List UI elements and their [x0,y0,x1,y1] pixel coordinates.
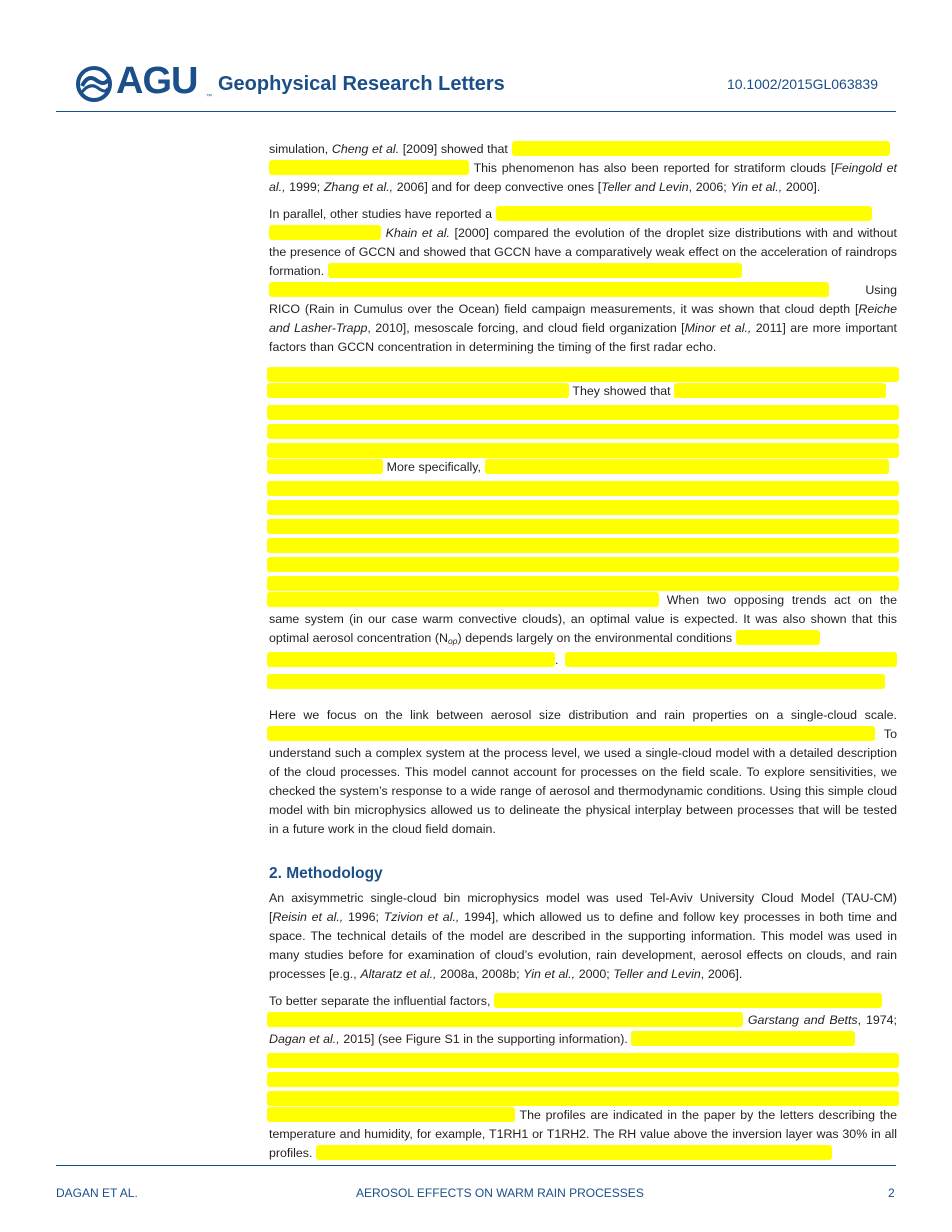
highlight [674,383,886,398]
trademark-mark: ™ [206,94,212,100]
highlight [316,1145,832,1160]
highlight [565,652,897,667]
paragraph-2: In parallel, other studies have reported a Khain et al. [2000] compared the evolution of the droplet size distributions with and without the presence of GCCN and showed that GCCN have a comparatively weak effect on the acceleration of raindrops formation. Using RICO (Rain in Cumulus over the Ocean) field campaign measurements, it was shown that cloud depth [Reiche and Lasher-Trapp, 2010], mesoscale forcing, and cloud field organization [Minor et al., 2011] are more important factors than GCCN concentration in determining the timing of the first radar echo. [269,207,897,354]
highlight [267,726,875,741]
highlight [267,424,899,439]
highlight [267,481,899,496]
section-heading: 2. Methodology [269,865,383,882]
logo-text: AGU [116,60,198,102]
agu-logo [76,60,212,104]
highlight [269,282,829,297]
highlight [267,519,899,534]
highlight [267,1012,743,1027]
highlight [736,630,820,645]
highlight [267,405,899,420]
agu-globe-icon [76,66,114,102]
paragraph-6: To better separate the influential factors, Garstang and Betts, 1974; Dagan et al., 2015] (see Figure S1 in the supporting information). The profiles are indicated in the paper by the letters describing the temperature and humidity, for example, T1RH1 or T1RH2. The RH value above the inversion layer was 30% in all profiles. [269,994,898,1160]
highlight [496,206,872,221]
highlight [512,141,890,156]
article-body [269,140,897,1171]
highlight [267,383,569,398]
highlight [485,459,889,474]
paragraph-1: simulation, Cheng et al. [2009] showed that This phenomenon has also been reported for stratiform clouds [Feingold et al., 1999; Zhang et al., 2006] and for deep convective ones [Teller and Levin, 2006; Yin et al., 2000]. [269,142,897,194]
highlight [269,160,469,175]
paragraph-4: Here we focus on the link between aerosol size distribution and rain properties on a single-cloud scale. To understand such a complex system at the process level, we used a single-cloud model with a detailed description of the cloud processes. This model cannot account for processes on the field scale. To explore sensitivities, we checked the system’s response to a wide range of aerosol and thermodynamic conditions. Using this simple cloud model with bin microphysics allowed us to delineate the physical interplay between processes that will be tested in a future work in the cloud field domain. [269,708,897,836]
highlight [269,225,381,240]
highlight [267,459,383,474]
highlight [267,652,555,667]
highlight [267,1107,515,1122]
footer-rule [56,1165,896,1166]
highlight [631,1031,855,1046]
highlight [267,500,899,515]
highlight [267,557,899,572]
highlight [267,538,899,553]
highlight [267,592,659,607]
paragraph-5: An axisymmetric single-cloud bin microphysics model was used Tel-Aviv University Cloud Model (TAU-CM) [Reisin et al., 1996; Tzivion et al., 1994], which allowed us to define and follow key processes in both time and space. The technical details of the model are described in the supporting information. This model was used in many studies before for examination of cloud’s evolution, rain development, aerosol effects on clouds, and rain processes [e.g., Altaratz et al., 2008a, 2008b; Yin et al., 2000; Teller and Levin, 2006]. [269,891,897,981]
highlight [267,443,899,458]
highlight [267,1091,899,1106]
footer-authors: DAGAN ET AL. [56,1186,138,1200]
header-rule [56,111,896,112]
highlight [267,367,899,382]
highlight [267,1072,899,1087]
highlight [328,263,742,278]
page-header [56,62,896,110]
highlight [494,993,882,1008]
highlight [267,674,885,689]
footer-running-title: AEROSOL EFFECTS ON WARM RAIN PROCESSES [356,1186,644,1200]
paragraph-3: They showed that More specifically, When two opposing trends act on the same system (in our case warm convective clouds), an optimal value is expected. It was also shown that this optimal aerosol concentration $(N_{op})$ depends largely on the environmental conditions . [269,367,897,692]
page-number: 2 [888,1186,895,1200]
journal-title: Geophysical Research Letters [218,73,505,95]
doi-link[interactable]: 10.1002/2015GL063839 [726,76,878,92]
highlight [267,1053,899,1068]
highlight [267,576,899,591]
